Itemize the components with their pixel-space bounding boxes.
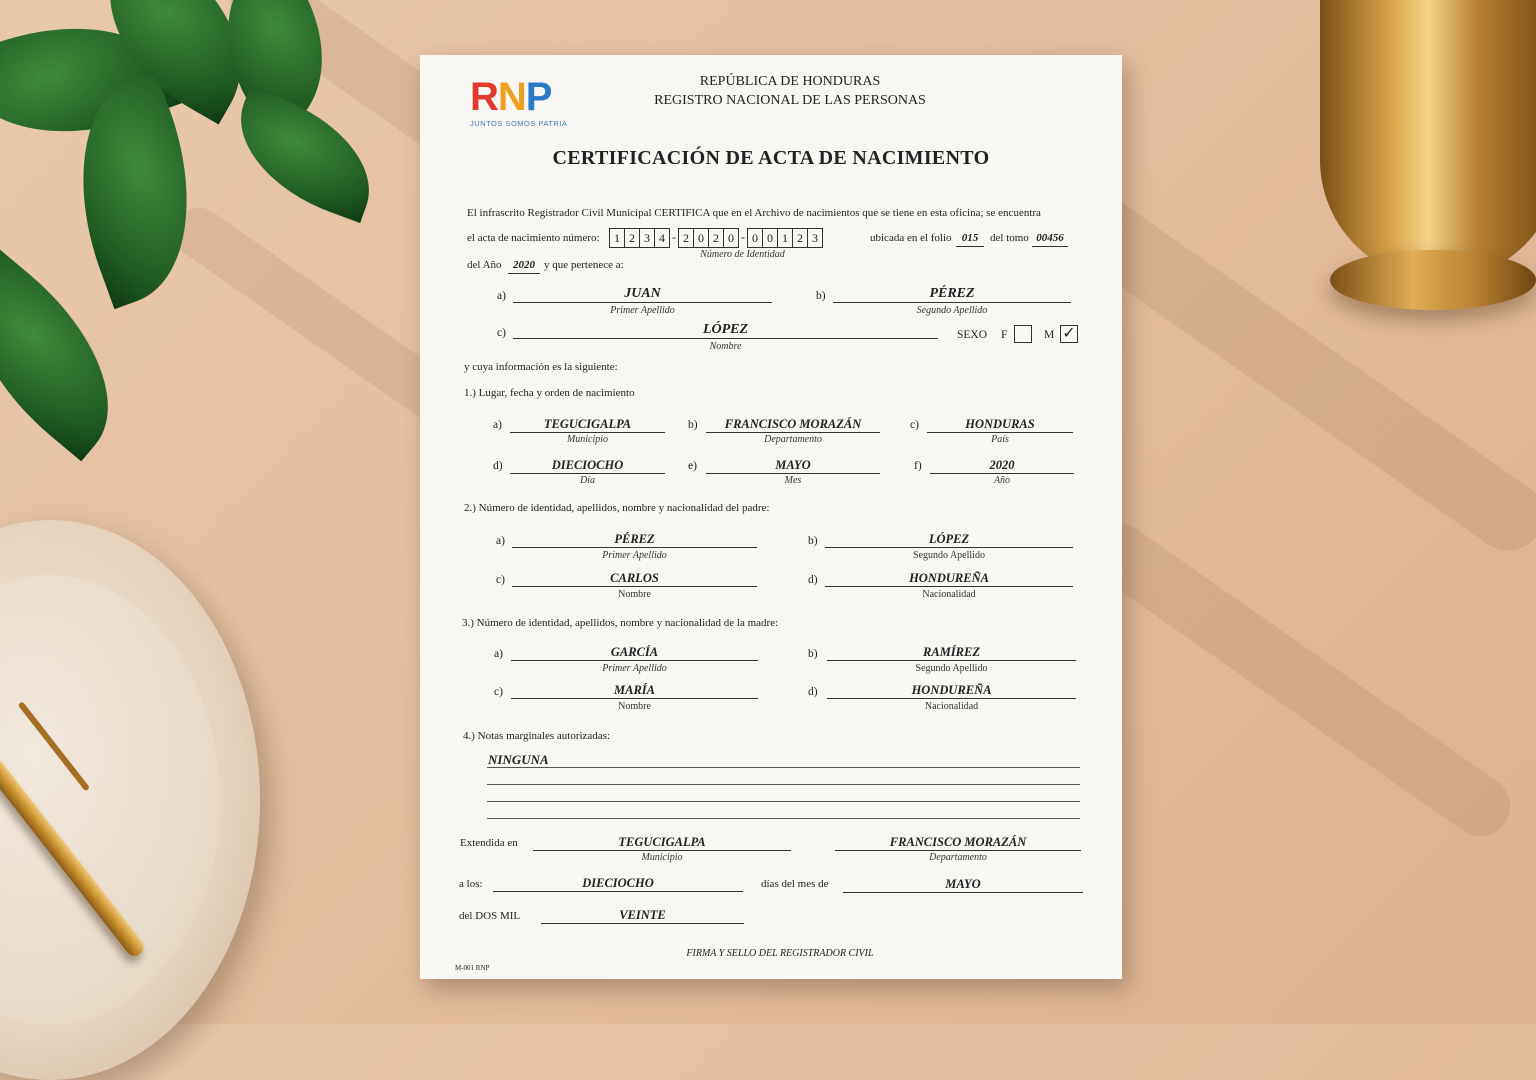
- caption: Nombre: [618, 701, 651, 712]
- tomo-value: 00456: [1032, 230, 1068, 247]
- extendida-departamento: FRANCISCO MORAZÁN: [835, 834, 1081, 851]
- label-d: d): [808, 574, 818, 586]
- caption: Municipio: [566, 434, 609, 445]
- anio-label: del Año: [467, 259, 502, 271]
- note-line: [487, 767, 1080, 768]
- label-a: a): [496, 535, 505, 547]
- firma-label: FIRMA Y SELLO DEL REGISTRADOR CIVIL: [686, 948, 874, 959]
- id-separator: -: [672, 230, 676, 244]
- sexo-m-checkbox: ✓: [1060, 325, 1078, 343]
- logo-letter-p: P: [525, 75, 552, 119]
- caption: Segundo Apellido: [915, 663, 988, 674]
- birth-dia: DIECIOCHO: [510, 457, 665, 474]
- logo-letters: [470, 77, 567, 117]
- caption: Año: [993, 475, 1011, 486]
- birth-municipio: TEGUCIGALPA: [510, 416, 665, 433]
- birth-departamento: FRANCISCO MORAZÁN: [706, 416, 880, 433]
- light-shadow: [1078, 512, 1522, 848]
- caption: Primer Apellido: [610, 305, 675, 316]
- sexo-f-checkbox: [1014, 325, 1032, 343]
- birth-mes: MAYO: [706, 457, 880, 474]
- person-nombre: LÓPEZ: [513, 322, 938, 339]
- label-c: c): [497, 327, 506, 339]
- madre-segundo-apellido: RAMÍREZ: [827, 644, 1076, 661]
- caption: Nacionalidad: [922, 589, 976, 600]
- id-digit: 3: [639, 228, 655, 248]
- id-digit: 2: [624, 228, 640, 248]
- document-title: CERTIFICACIÓN DE ACTA DE NACIMIENTO: [552, 147, 990, 169]
- id-digit: 0: [762, 228, 778, 248]
- caption: Segundo Apellido: [913, 550, 985, 561]
- logo-letter-n: N: [497, 75, 526, 119]
- label-d: d): [493, 460, 503, 472]
- madre-primer-apellido: GARCÍA: [511, 644, 758, 661]
- label-b: b): [816, 290, 826, 302]
- label-a: a): [494, 648, 503, 660]
- section4-title: 4.) Notas marginales autorizadas:: [463, 730, 611, 742]
- birth-pais: HONDURAS: [927, 416, 1073, 433]
- caption: Primer Apellido: [602, 663, 667, 674]
- logo-letter-r: R: [470, 75, 498, 119]
- label-a: a): [493, 419, 502, 431]
- id-digit: 2: [678, 228, 694, 248]
- dias-value: DIECIOCHO: [493, 875, 743, 892]
- madre-nacionalidad: HONDUREÑA: [827, 682, 1076, 699]
- caption: Día: [580, 475, 595, 486]
- dias-mes-label: días del mes de: [761, 878, 829, 890]
- header-country: REPÚBLICA DE HONDURAS: [699, 74, 881, 89]
- caption: Nombre: [709, 341, 742, 352]
- birth-certificate: [420, 55, 1122, 979]
- id-separator: -: [741, 230, 745, 244]
- padre-primer-apellido: PÉREZ: [512, 531, 757, 548]
- note-line: [487, 818, 1080, 819]
- section1-title: 1.) Lugar, fecha y orden de nacimiento: [464, 387, 635, 399]
- caption: Primer Apellido: [602, 550, 667, 561]
- padre-nombre: CARLOS: [512, 570, 757, 587]
- id-caption: Número de Identidad: [700, 249, 785, 260]
- caption: Mes: [784, 475, 802, 486]
- intro-acta-label: el acta de nacimiento número:: [467, 232, 600, 244]
- padre-nacionalidad: HONDUREÑA: [825, 570, 1073, 587]
- id-digit: 2: [792, 228, 808, 248]
- label-b: b): [808, 648, 818, 660]
- anio-value: 2020: [508, 257, 540, 274]
- id-digit: 0: [693, 228, 709, 248]
- pertenece-label: y que pertenece a:: [544, 259, 624, 271]
- sexo-m-label: M: [1044, 329, 1055, 341]
- extendida-municipio: TEGUCIGALPA: [533, 834, 791, 851]
- brass-vase-base: [1330, 250, 1536, 310]
- id-digit: 4: [654, 228, 670, 248]
- alos-label: a los:: [459, 878, 483, 890]
- id-digit: 3: [807, 228, 823, 248]
- section3-title: 3.) Número de identidad, apellidos, nombre y nacionalidad de la madre:: [462, 617, 779, 629]
- label-b: b): [808, 535, 818, 547]
- label-c: c): [910, 419, 919, 431]
- id-digit: 0: [723, 228, 739, 248]
- padre-segundo-apellido: LÓPEZ: [825, 531, 1073, 548]
- label-c: c): [494, 686, 503, 698]
- label-e: e): [688, 460, 697, 472]
- caption: Segundo Apellido: [916, 305, 988, 316]
- caption: País: [991, 434, 1009, 445]
- label-d: d): [808, 686, 818, 698]
- label-b: b): [688, 419, 698, 431]
- folio-label: ubicada en el folio: [870, 232, 952, 244]
- form-code: M-001 RNP: [455, 964, 490, 972]
- caption: Nombre: [618, 589, 651, 600]
- id-digit: 1: [609, 228, 625, 248]
- caption: Nacionalidad: [924, 701, 979, 712]
- intro-text: El infrascrito Registrador Civil Municipal CERTIFICA que en el Archivo de nacimientos que se tiene en esta oficina; se encuentra: [467, 207, 1041, 219]
- label-f: f): [914, 460, 922, 472]
- madre-nombre: MARÍA: [511, 682, 758, 699]
- person-primer-apellido: JUAN: [513, 286, 772, 303]
- notas-value: NINGUNA: [488, 752, 549, 767]
- caption: Municipio: [641, 852, 683, 863]
- tomo-label: del tomo: [990, 232, 1029, 244]
- label-c: c): [496, 574, 505, 586]
- dosmil-label: del DOS MIL: [459, 910, 521, 922]
- extendida-label: Extendida en: [460, 837, 518, 849]
- note-line: [487, 784, 1080, 785]
- birth-anio: 2020: [930, 457, 1074, 474]
- id-digit: 2: [708, 228, 724, 248]
- brass-vase: [1320, 0, 1536, 280]
- caption: Departamento: [764, 434, 822, 445]
- person-segundo-apellido: PÉREZ: [833, 286, 1071, 303]
- sexo-f-label: F: [1001, 329, 1008, 341]
- id-number-boxes: [609, 228, 822, 248]
- mes-value: MAYO: [843, 876, 1083, 893]
- section2-title: 2.) Número de identidad, apellidos, nombre y nacionalidad del padre:: [464, 502, 770, 514]
- rnp-logo: [470, 77, 567, 128]
- info-intro: y cuya información es la siguiente:: [464, 361, 618, 373]
- header-registry: REGISTRO NACIONAL DE LAS PERSONAS: [654, 93, 926, 108]
- sexo-label: SEXO: [957, 329, 988, 341]
- folio-value: 015: [956, 230, 984, 247]
- caption: Departamento: [929, 852, 987, 863]
- label-a: a): [497, 290, 506, 302]
- id-digit: 0: [747, 228, 763, 248]
- logo-tagline: JUNTOS SOMOS PATRIA: [470, 119, 568, 128]
- note-line: [487, 801, 1080, 802]
- id-digit: 1: [777, 228, 793, 248]
- anio-letras-value: VEINTE: [541, 907, 744, 924]
